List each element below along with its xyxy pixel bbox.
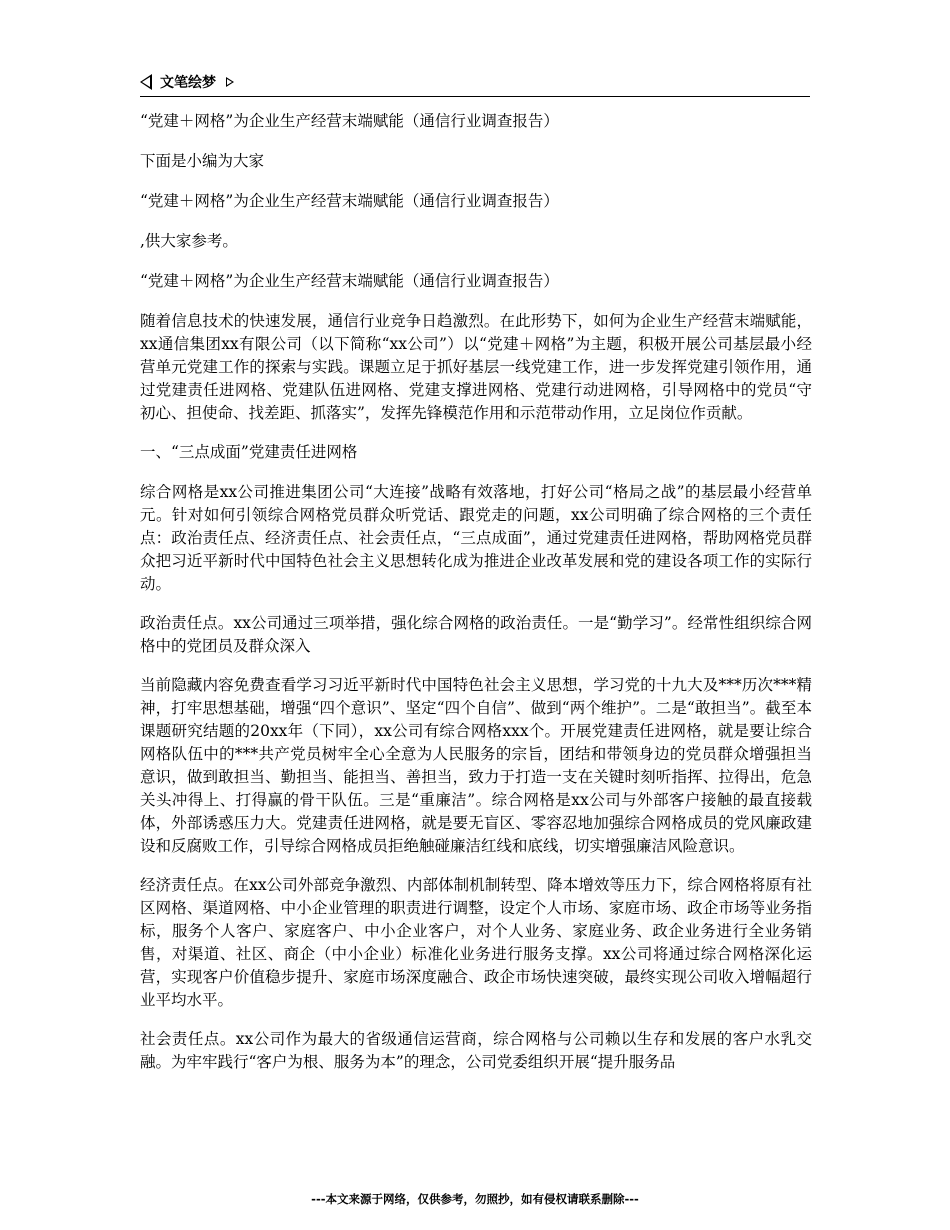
paragraph-intro: 随着信息技术的快速发展，通信行业竞争日趋激烈。在此形势下，如何为企业生产经营末端赋能，xx通信集团xx有限公司（以下简称“xx公司”）以“党建＋网格”为主题，积极开展公司基层最小经营单元党建工作的探索与实践。课题立足于抓好基层一线党建工作，进一步发挥党建引领作用，通过党建责任进网格、党建队伍进网格、党建支撑进网格、党建行动进网格，引导网格中的党员“守初心、担使命、找差距、抓落实”，发挥先锋模范作用和示范带动作用，立足岗位作贡献。 [140, 312, 812, 422]
page-footer: ---本文来源于网络，仅供参考，勿照抄，如有侵权请联系删除--- [311, 1192, 639, 1206]
paragraph-social: 社会责任点。xx公司作为最大的省级通信运营商，综合网格与公司赖以生存和发展的客户水乳交融。为牢牢践行“客户为根、服务为本”的理念，公司党委组织开展“提升服务品 [140, 1030, 812, 1071]
paragraph-grid: 综合网格是xx公司推进集团公司“大连接”战略有效落地，打好公司“格局之战”的基层最小经营单元。针对如何引领综合网格党员群众听党话、跟党走的问题，xx公司明确了综合网格的三个责任点：政治责任点、经济责任点、社会责任点，“三点成面”，通过党建责任进网格，帮助网格党员群众把习近平新时代中国特色社会主义思想转化成为推进企业改革发展和党的建设各项工作的实际行动。 [140, 483, 812, 593]
brand-name: 文笔绘梦 [160, 75, 216, 91]
reference-line: ,供大家参考。 [140, 232, 238, 250]
title-line-3: “党建＋网格”为企业生产经营末端赋能（通信行业调查报告） [140, 272, 559, 290]
title-line-1: “党建＋网格”为企业生产经营末端赋能（通信行业调查报告） [140, 112, 559, 130]
paragraph-economic: 经济责任点。在xx公司外部竞争激烈、内部体制机制转型、降本增效等压力下，综合网格将原有社区网格、渠道网格、中小企业管理的职责进行调整，设定个人市场、家庭市场、政企市场等业务指标，服务个人客户、家庭客户、中小企业客户，对个人业务、家庭业务、政企业务进行全业务销售，对渠道、社区、商企（中小企业）标准化业务进行服务支撑。xx公司将通过综合网格深化运营，实现客户价值稳步提升、家庭市场深度融合、政企市场快速突破，最终实现公司收入增幅超行业平均水平。 [140, 876, 812, 1009]
intro-line: 下面是小编为大家 [140, 152, 265, 170]
paragraph-political: 政治责任点。xx公司通过三项举措，强化综合网格的政治责任。一是“勤学习”。经常性组织综合网格中的党团员及群众深入 [140, 614, 812, 655]
brand-logo [140, 72, 234, 92]
triangle-right-icon [226, 77, 234, 87]
section-heading-1: 一、“三点成面”党建责任进网格 [140, 443, 358, 461]
page-header [140, 70, 810, 97]
triangle-left-icon [140, 74, 152, 90]
title-line-2: “党建＋网格”为企业生产经营末端赋能（通信行业调查报告） [140, 192, 559, 210]
document-body [140, 110, 812, 1090]
paragraph-hidden-content: 当前隐藏内容免费查看学习习近平新时代中国特色社会主义思想，学习党的十九大及***历次***精神，打牢思想基础，增强“四个意识”、坚定“四个自信”、做到“两个维护”。二是“敢担当”。截至本课题研究结题的20xx年（下同），xx公司有综合网格xxx个。开展党建责任进网格，就是要让综合网格队伍中的***共产党员树牢全心全意为人民服务的宗旨，团结和带领身边的党员群众增强担当意识，做到敢担当、勤担当、能担当、善担当，致力于打造一支在关键时刻听指挥、拉得出，危急关头冲得上、打得赢的骨干队伍。三是“重廉洁”。综合网格是xx公司与外部客户接触的最直接载体，外部诱惑压力大。党建责任进网格，就是要无盲区、零容忍地加强综合网格成员的党风廉政建设和反腐败工作，引导综合网格成员拒绝触碰廉洁红线和底线，切实增强廉洁风险意识。 [140, 676, 812, 855]
